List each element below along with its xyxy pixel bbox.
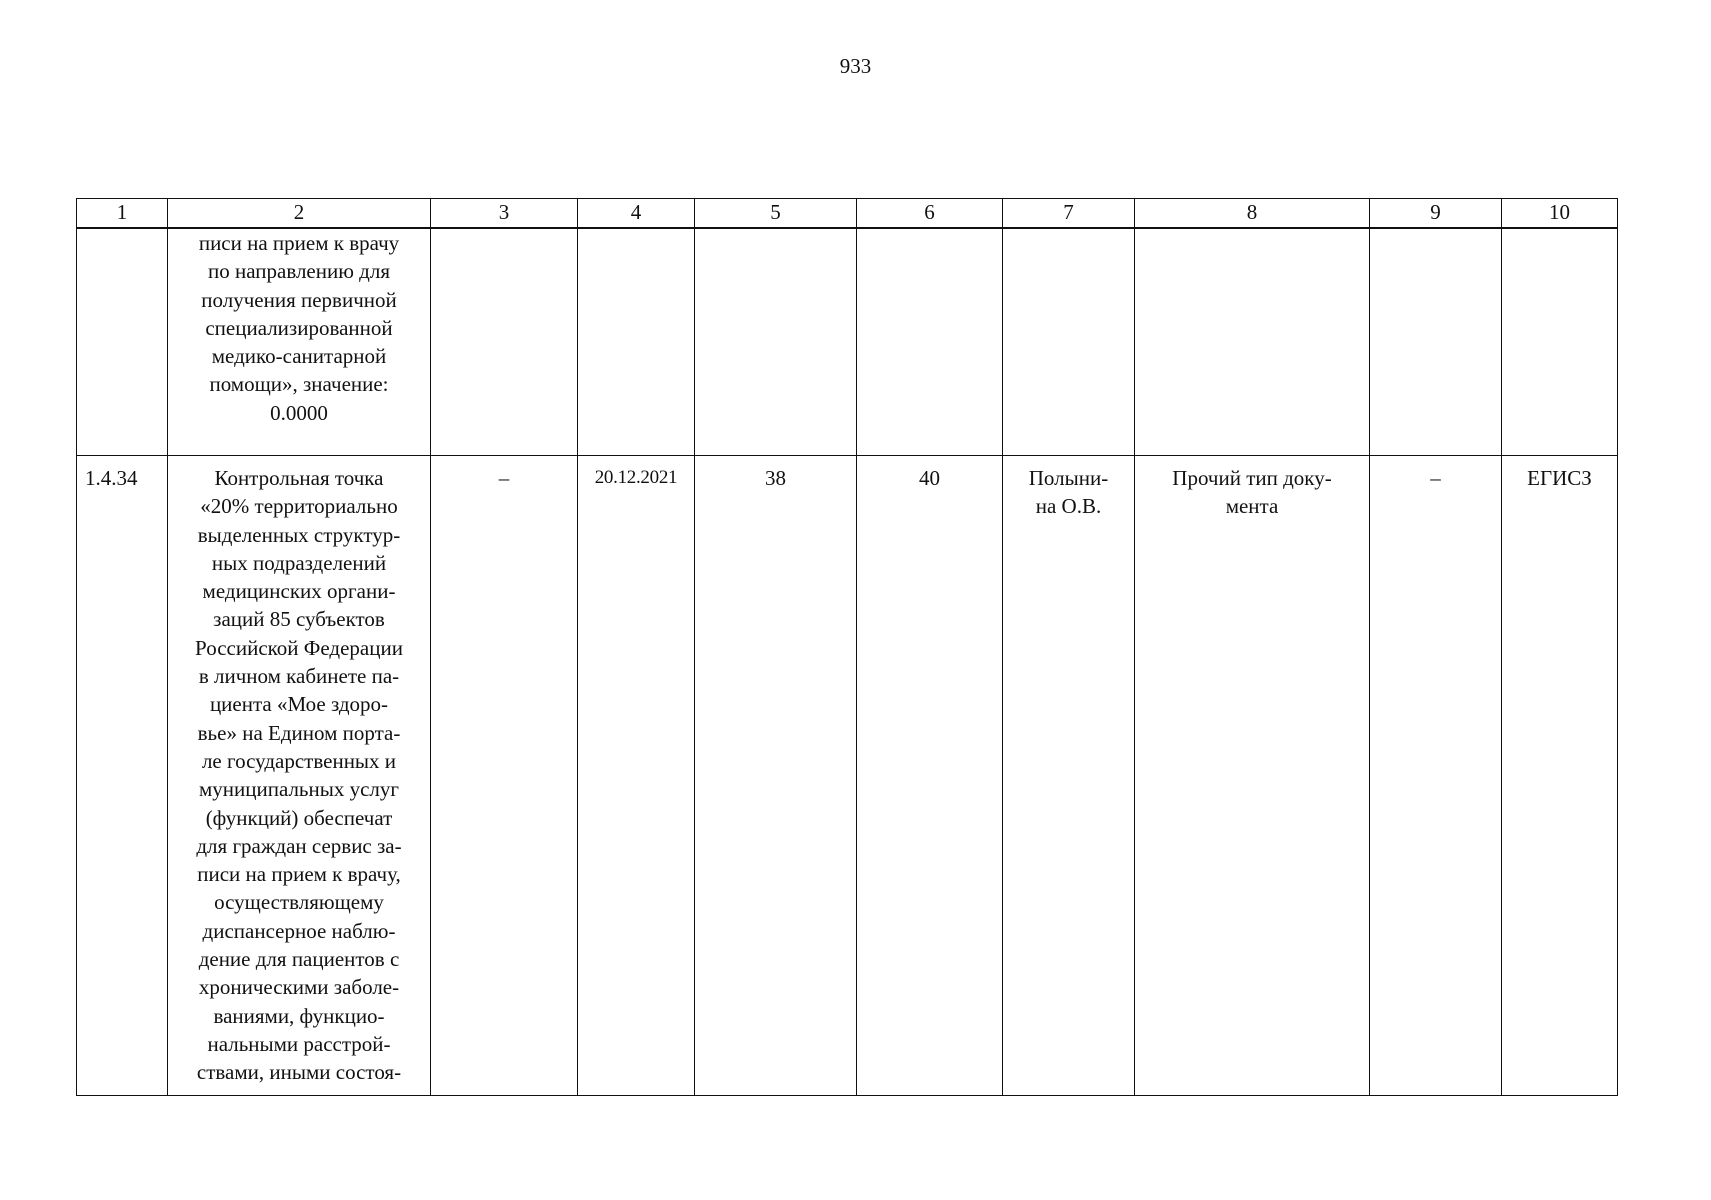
responsible-name: Полыни- на О.В. bbox=[1028, 466, 1109, 519]
empty-cell bbox=[578, 228, 695, 456]
date-cell bbox=[578, 456, 695, 1096]
column-header: 4 bbox=[578, 199, 695, 229]
column-header: 9 bbox=[1370, 199, 1502, 229]
responsible-cell bbox=[1003, 456, 1135, 1096]
column-header: 6 bbox=[857, 199, 1003, 229]
column-header: 5 bbox=[695, 199, 857, 229]
description-text: писи на прием к врачу по направлению для получения первичной специализированной медико-санитарной помощи», значение: 0.0000 bbox=[198, 231, 400, 425]
empty-cell bbox=[1370, 228, 1502, 456]
col5-cell bbox=[695, 456, 857, 1096]
col5-value: 38 bbox=[765, 466, 786, 490]
col9-value: – bbox=[1430, 466, 1441, 490]
item-number: 1.4.34 bbox=[85, 466, 138, 490]
column-header: 10 bbox=[1502, 199, 1618, 229]
empty-cell bbox=[695, 228, 857, 456]
empty-cell bbox=[1502, 228, 1618, 456]
empty-cell bbox=[431, 228, 578, 456]
column-header: 1 bbox=[77, 199, 168, 229]
col6-value: 40 bbox=[919, 466, 940, 490]
system-cell bbox=[1502, 456, 1618, 1096]
column-header: 3 bbox=[431, 199, 578, 229]
empty-cell bbox=[1135, 228, 1370, 456]
page-number: 933 bbox=[839, 54, 872, 78]
empty-cell bbox=[77, 228, 168, 456]
col6-cell bbox=[857, 456, 1003, 1096]
table-row-continuation bbox=[77, 228, 1618, 456]
item-number-cell bbox=[77, 456, 168, 1096]
empty-cell bbox=[857, 228, 1003, 456]
col3-value: – bbox=[498, 466, 510, 490]
date-value: 20.12.2021 bbox=[594, 467, 678, 488]
empty-cell bbox=[1003, 228, 1135, 456]
column-header: 7 bbox=[1003, 199, 1135, 229]
description-cell bbox=[168, 456, 431, 1096]
description-text: Контрольная точка «20% территориально выделенных структур- ных подразделений медицинских органи- заций 85 субъектов Российской Федерации в личном кабинете па- циента «Мое здоро- вье» на Едином порта- ле государственных и муниципальных услуг (функций) обеспечат для граждан сервис за- писи на прием к врачу, осуществляющему диспансерное наблю- дение для пациентов с хроническими заболе- ваниями, функцио- нальными расстрой- ствами, иными состоя- bbox=[195, 466, 403, 1085]
table-row-item bbox=[77, 456, 1618, 1096]
doc-type-value: Прочий тип доку- мента bbox=[1172, 466, 1332, 519]
system-value: ЕГИСЗ bbox=[1527, 466, 1592, 490]
column-header: 8 bbox=[1135, 199, 1370, 229]
col3-cell bbox=[431, 456, 578, 1096]
description-cell bbox=[168, 228, 431, 456]
doc-type-cell bbox=[1135, 456, 1370, 1096]
col9-cell bbox=[1370, 456, 1502, 1096]
plan-table bbox=[76, 198, 1618, 1096]
column-header: 2 bbox=[168, 199, 431, 229]
table-header-row bbox=[77, 199, 1618, 229]
